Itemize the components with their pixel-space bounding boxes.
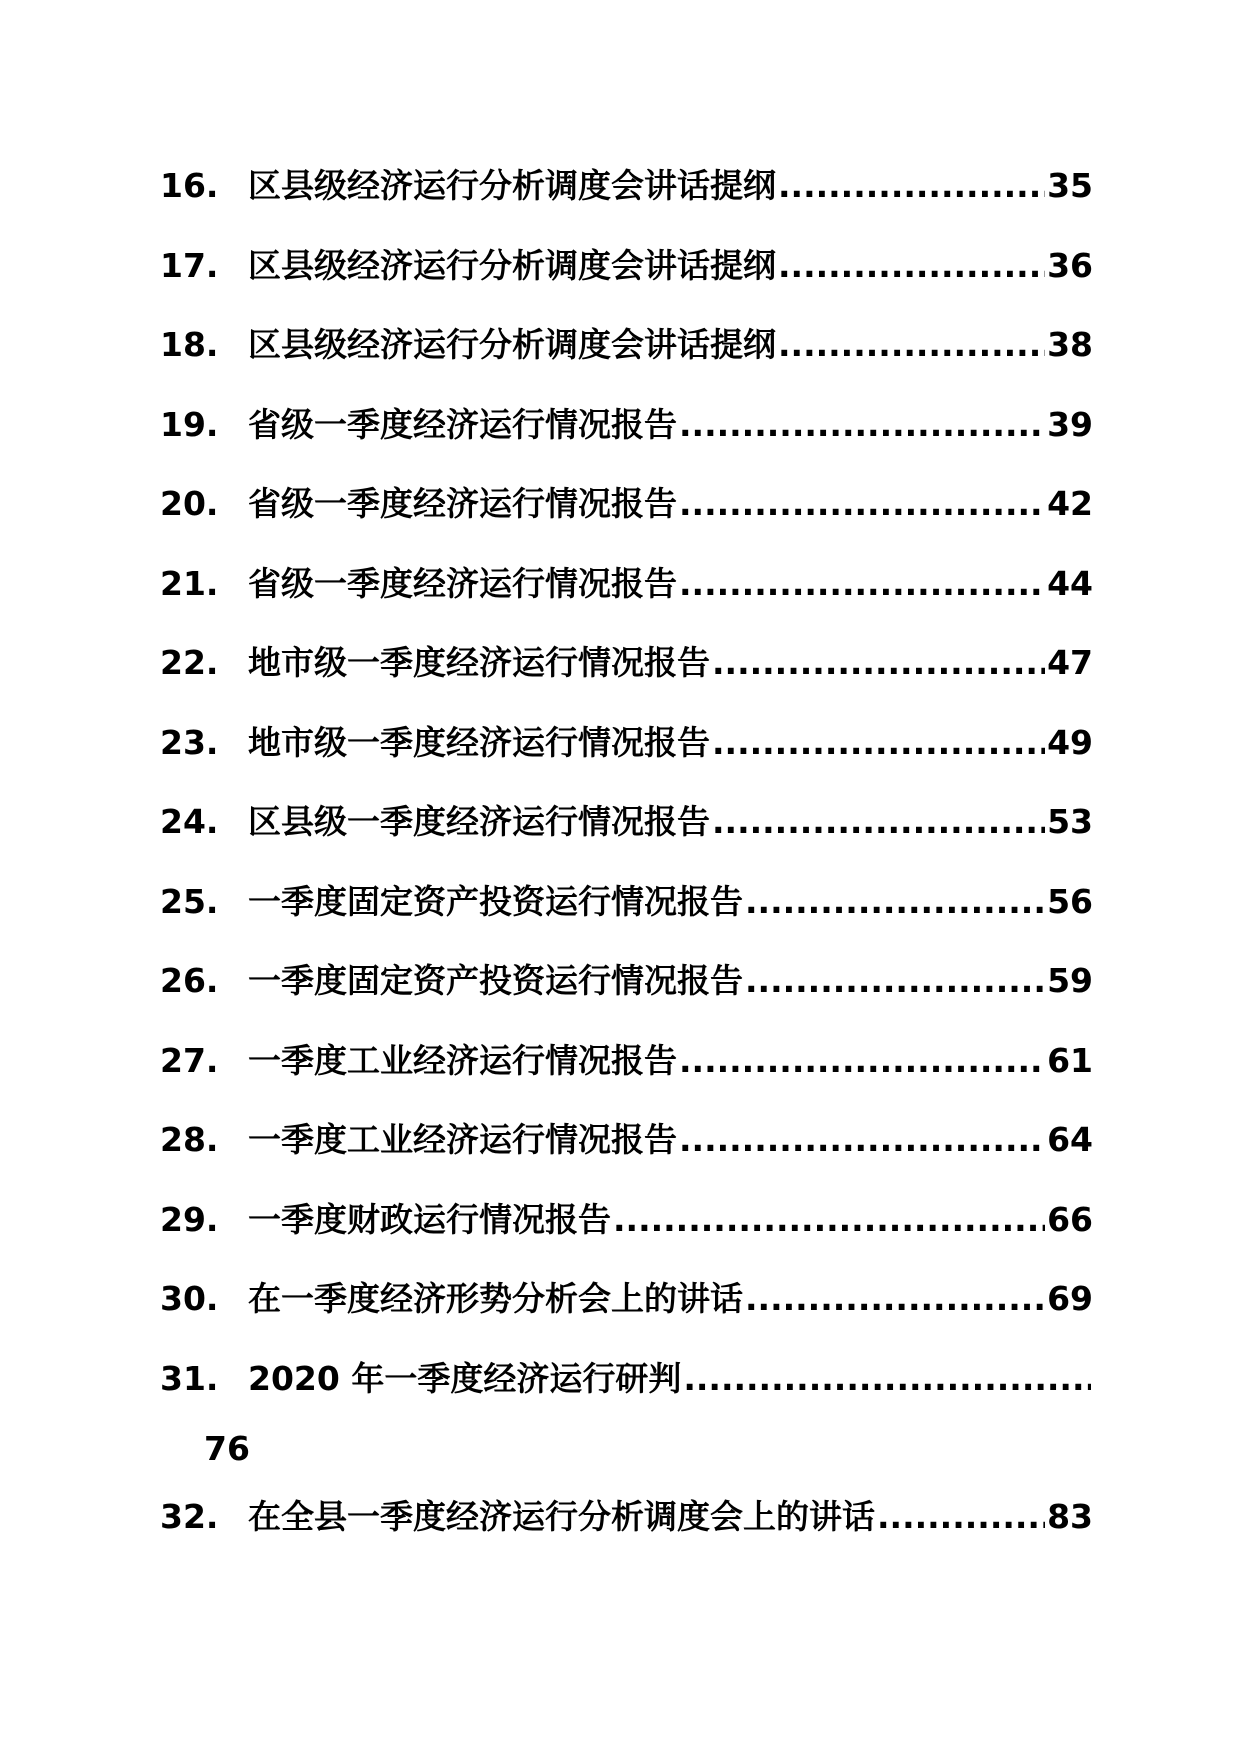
toc-dot-leader [683, 1353, 1091, 1405]
toc-entry-32[interactable] [160, 1491, 1093, 1571]
toc-entry-number: 32. [160, 1496, 219, 1536]
toc-dot-leader [712, 717, 1045, 769]
toc-entry-page: 61 [1047, 1040, 1093, 1080]
toc-entry-number: 17. [160, 245, 219, 285]
toc-dot-leader [679, 399, 1045, 451]
toc-dot-leader [778, 240, 1045, 292]
toc-dot-leader [679, 478, 1045, 530]
toc-entry-page: 42 [1047, 484, 1093, 523]
toc-entry-page: 38 [1047, 325, 1093, 364]
toc-dot-leader [712, 796, 1045, 848]
toc-entry-30[interactable] [160, 1273, 1093, 1353]
toc-entry-page: 44 [1047, 563, 1093, 603]
toc-entry-22[interactable] [160, 637, 1093, 717]
toc-entry-number: 24. [160, 802, 219, 841]
toc-entry-page: 66 [1047, 1199, 1093, 1239]
toc-entry-number: 19. [160, 404, 219, 444]
toc-entry-title: 在一季度经济形势分析会上的讲话 [248, 1279, 743, 1318]
toc-entry-28[interactable] [160, 1114, 1093, 1194]
toc-entry-title: 一季度固定资产投资运行情况报告 [248, 881, 743, 921]
toc-entry-title: 区县级一季度经济运行情况报告 [248, 802, 710, 841]
toc-entry-title: 区县级经济运行分析调度会讲话提纲 [248, 325, 776, 364]
toc-entry-title: 一季度工业经济运行情况报告 [248, 1120, 677, 1159]
toc-entry-23[interactable] [160, 717, 1093, 797]
toc-entry-page: 69 [1047, 1279, 1093, 1318]
table-of-contents [160, 160, 1093, 1570]
toc-dot-leader [679, 1114, 1045, 1166]
toc-entry-number: 21. [160, 563, 219, 603]
toc-entry-31[interactable] [160, 1353, 1093, 1491]
toc-entry-page: 36 [1047, 245, 1093, 285]
toc-entry-number: 29. [160, 1199, 219, 1239]
toc-entry-title: 区县级经济运行分析调度会讲话提纲 [248, 245, 776, 285]
toc-entry-21[interactable] [160, 558, 1093, 638]
toc-entry-title: 2020 年一季度经济运行研判 [248, 1358, 682, 1398]
toc-entry-page: 76 [204, 1428, 250, 1468]
toc-entry-number: 30. [160, 1279, 219, 1318]
toc-entry-title: 省级一季度经济运行情况报告 [248, 563, 677, 603]
toc-entry-16[interactable] [160, 160, 1093, 240]
toc-entry-number: 27. [160, 1040, 219, 1080]
toc-dot-leader [679, 1035, 1045, 1087]
toc-entry-24[interactable] [160, 796, 1093, 876]
toc-dot-leader [745, 876, 1045, 928]
toc-entry-page: 47 [1047, 643, 1093, 682]
toc-dot-leader [778, 319, 1045, 371]
toc-entry-18[interactable] [160, 319, 1093, 399]
toc-entry-number: 25. [160, 881, 219, 921]
toc-entry-title: 省级一季度经济运行情况报告 [248, 484, 677, 523]
toc-entry-title: 一季度固定资产投资运行情况报告 [248, 961, 743, 1000]
toc-entry-19[interactable] [160, 399, 1093, 479]
toc-entry-number: 18. [160, 325, 219, 364]
toc-entry-title: 地市级一季度经济运行情况报告 [248, 722, 710, 762]
toc-entry-number: 31. [160, 1358, 219, 1398]
toc-entry-page: 39 [1047, 404, 1093, 444]
toc-entry-number: 23. [160, 722, 219, 762]
toc-entry-title: 一季度工业经济运行情况报告 [248, 1040, 677, 1080]
toc-entry-29[interactable] [160, 1194, 1093, 1274]
toc-entry-number: 20. [160, 484, 219, 523]
toc-entry-26[interactable] [160, 955, 1093, 1035]
toc-entry-page: 56 [1047, 881, 1093, 921]
toc-entry-page: 64 [1047, 1120, 1093, 1159]
toc-entry-page: 59 [1047, 961, 1093, 1000]
toc-entry-27[interactable] [160, 1035, 1093, 1115]
toc-dot-leader [712, 637, 1045, 689]
toc-entry-page: 49 [1047, 722, 1093, 762]
toc-entry-title: 地市级一季度经济运行情况报告 [248, 643, 710, 682]
toc-dot-leader [877, 1491, 1045, 1543]
toc-entry-20[interactable] [160, 478, 1093, 558]
toc-entry-title: 省级一季度经济运行情况报告 [248, 404, 677, 444]
toc-entry-page: 53 [1047, 802, 1093, 841]
toc-entry-number: 26. [160, 961, 219, 1000]
toc-entry-number: 22. [160, 643, 219, 682]
toc-entry-25[interactable] [160, 876, 1093, 956]
toc-entry-page: 83 [1047, 1496, 1093, 1536]
toc-dot-leader [778, 160, 1045, 212]
toc-dot-leader [613, 1194, 1045, 1246]
toc-entry-title: 一季度财政运行情况报告 [248, 1199, 611, 1239]
toc-entry-title: 在全县一季度经济运行分析调度会上的讲话 [248, 1496, 875, 1536]
toc-entry-17[interactable] [160, 240, 1093, 320]
toc-entry-number: 28. [160, 1120, 219, 1159]
toc-entry-page: 35 [1047, 166, 1093, 205]
toc-entry-number: 16. [160, 166, 219, 205]
toc-entry-title: 区县级经济运行分析调度会讲话提纲 [248, 166, 776, 205]
toc-dot-leader [679, 558, 1045, 610]
toc-dot-leader [745, 955, 1045, 1007]
toc-dot-leader [745, 1273, 1045, 1325]
